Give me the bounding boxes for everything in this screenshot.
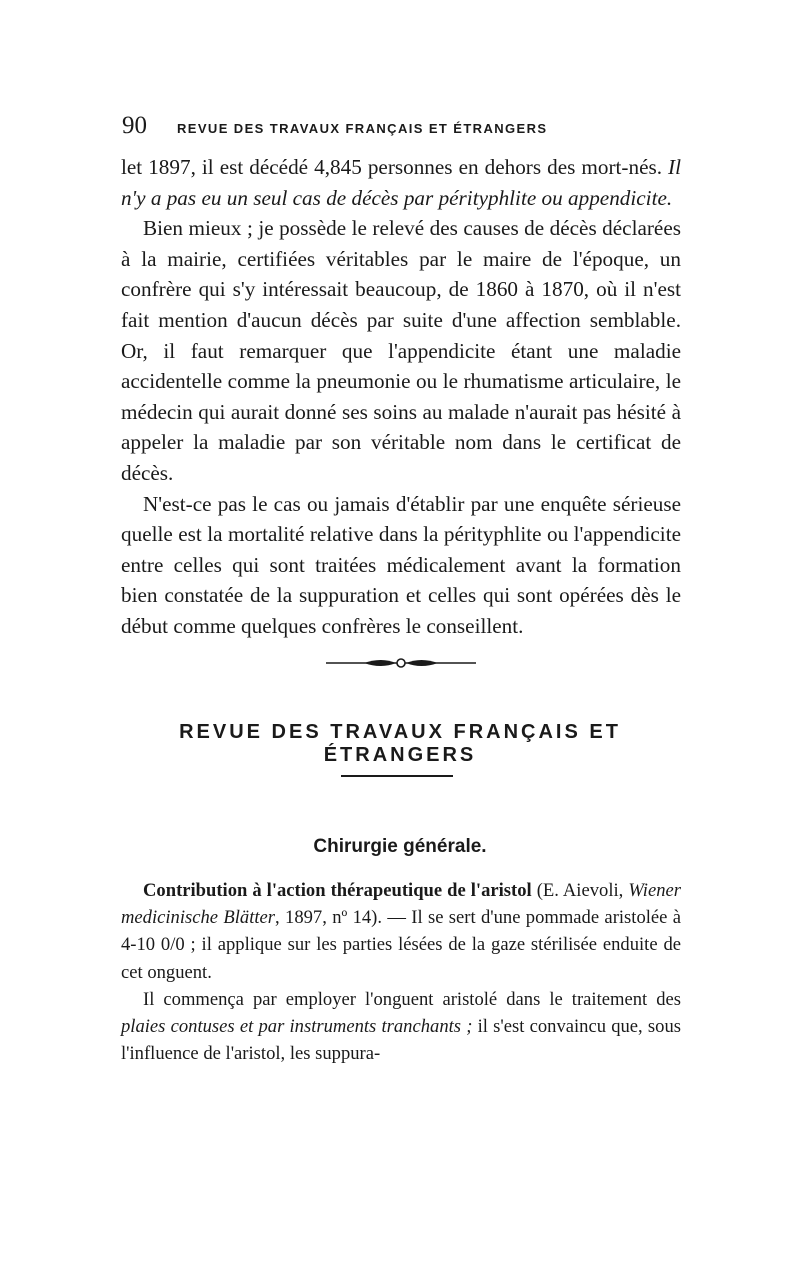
page-number: 90 — [122, 112, 147, 139]
article-author: (E. Aievoli, — [531, 880, 629, 901]
ornament-divider — [326, 656, 476, 670]
page-header — [122, 112, 682, 142]
section-title: REVUE DES TRAVAUX FRANÇAIS ET ÉTRANGERS — [179, 721, 621, 766]
article-paragraph-2-text: Il commença par employer l'onguent aristolé dans le traitement des — [143, 988, 681, 1010]
article-journal: Wiener medicinische Blätter — [121, 880, 681, 929]
article-paragraph-1 — [121, 877, 681, 986]
running-title: REVUE DES TRAVAUX FRANÇAIS ET ÉTRANGERS — [177, 121, 548, 136]
article-text — [121, 877, 681, 1067]
section-rule — [341, 775, 453, 777]
paragraph-1-text: let 1897, il est décédé 4,845 personnes en dehors des mort-nés. — [121, 155, 669, 179]
paragraph-1 — [121, 152, 681, 213]
article-paragraph-2-end: il s'est convaincu que, sous l'influence de l'aristol, les suppura- — [121, 1016, 681, 1065]
article-paragraph-2 — [121, 986, 681, 1068]
paragraph-3: N'est-ce pas le cas ou jamais d'établir par une enquête sérieuse quelle est la mortalité relative dans la pérityphlite ou l'appendicite entre celles qui sont traitées médicalement avant la formation bien constatée de la suppuration et celles qui sont opérées dès le début comme quelques confrères le conseillent. — [121, 491, 681, 638]
article-paragraph-2-italic: plaies contuses et par instruments tranchants ; — [121, 1016, 473, 1038]
subsection-title: Chirurgie générale. — [313, 836, 487, 857]
main-text — [121, 152, 681, 642]
article-reference: , 1897, nº 14). — Il se sert d'une pommade aristolée à 4-10 0/0 ; il applique sur les parties lésées de la gaze stérilisée enduite de cet onguent. — [121, 907, 682, 983]
article-title: Contribution à l'action thérapeutique de l'aristol — [143, 880, 532, 901]
paragraph-2: Bien mieux ; je possède le relevé des causes de décès déclarées à la mairie, certifiées véritables par le maire de l'époque, un confrère qui s'y intéressait beaucoup, de 1860 à 1870, où il n'est fait mention d'aucun décès par suite d'une affection semblable. Or, il faut remarquer que l'appendicite étant une maladie accidentelle comme la pneumonie ou le rhumatisme articulaire, le médecin qui aurait donné ses soins au malade n'aurait pas hésité à appeler la maladie par son véritable nom dans le certificat de décès. — [121, 216, 681, 485]
paragraph-1-italic: Il n'y a pas eu un seul cas de décès par pérityphlite ou appendicite. — [121, 155, 681, 210]
